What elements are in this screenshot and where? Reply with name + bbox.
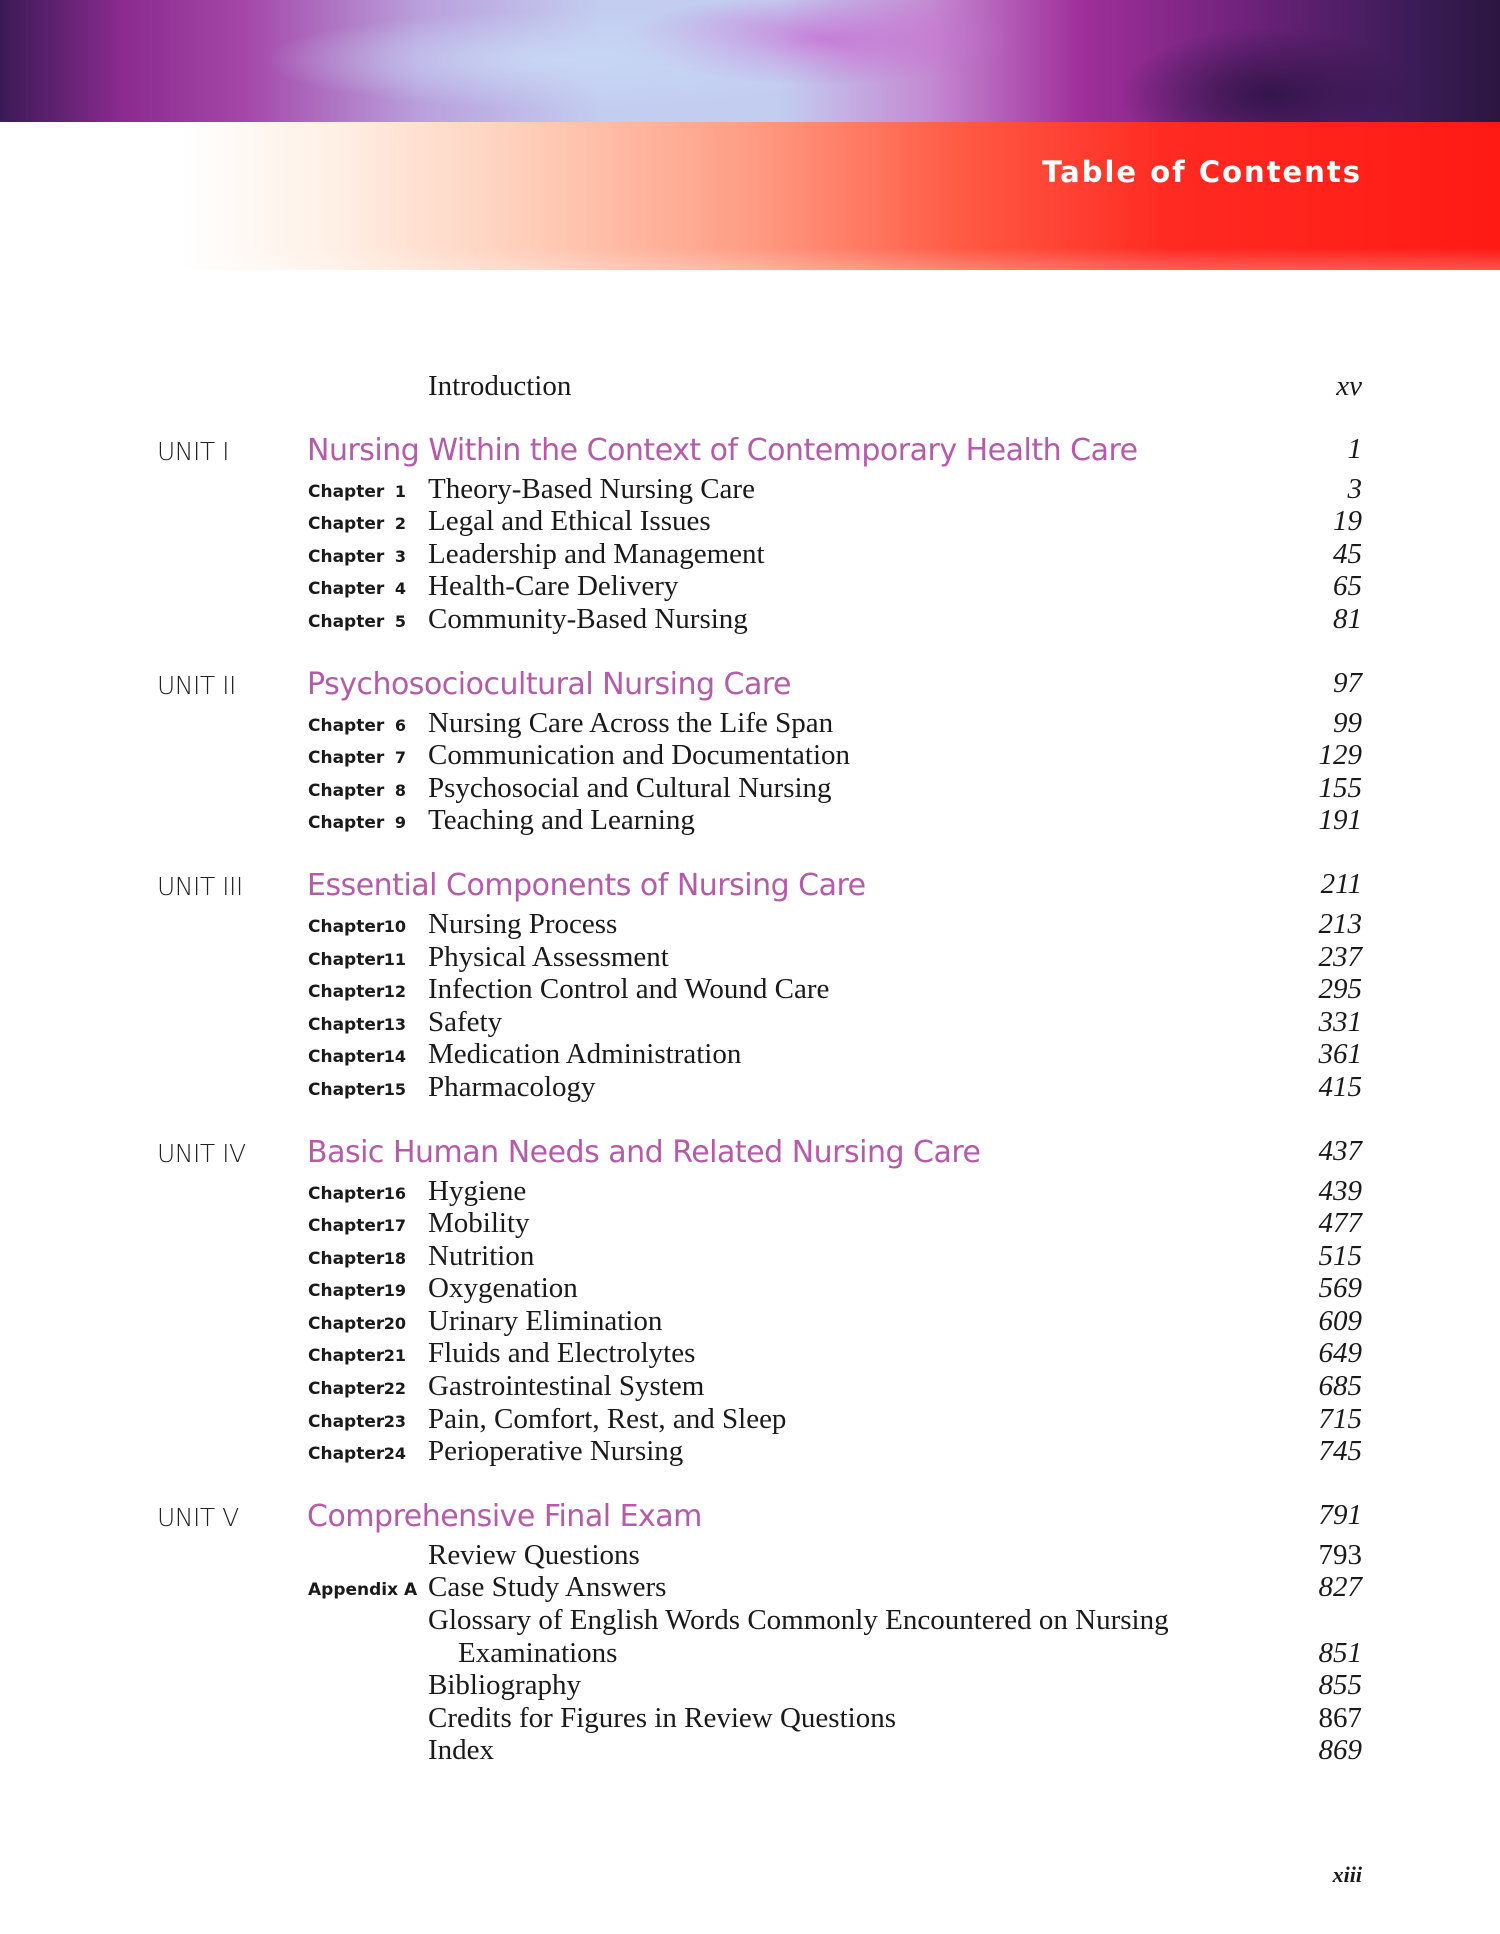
chapter-entry[interactable] <box>0 1240 1500 1273</box>
unit-title: Basic Human Needs and Related Nursing Care <box>307 1134 981 1170</box>
chapter-label: Chapter <box>308 1248 385 1269</box>
chapter-entry[interactable] <box>0 1006 1500 1039</box>
backmatter-entry-continued[interactable] <box>0 1637 1500 1670</box>
unit-page-number: 211 <box>1320 867 1362 900</box>
chapter-page-number: 237 <box>1318 940 1362 973</box>
entry-title: Case Study Answers <box>428 1571 667 1604</box>
chapter-number: 18 <box>383 1248 406 1268</box>
chapter-page-number: 213 <box>1318 907 1362 940</box>
page-folio-number: xiii <box>1332 1862 1362 1887</box>
chapter-number: 9 <box>394 813 406 833</box>
chapter-entry[interactable] <box>0 707 1500 740</box>
unit-title: Essential Components of Nursing Care <box>307 867 866 903</box>
chapter-label: Chapter <box>308 748 385 769</box>
chapter-number: 3 <box>394 546 406 566</box>
chapter-page-number: 415 <box>1318 1070 1362 1103</box>
chapter-page-number: 477 <box>1318 1207 1362 1240</box>
chapter-page-number: 685 <box>1318 1370 1362 1403</box>
unit-label: UNIT III <box>157 871 243 901</box>
chapter-page-number: 361 <box>1318 1038 1362 1071</box>
chapter-label: Chapter <box>308 1411 385 1432</box>
appendix-label: Appendix A <box>308 1580 418 1601</box>
chapter-entry[interactable] <box>0 772 1500 805</box>
chapter-number: 4 <box>394 579 406 599</box>
unit-label: UNIT V <box>157 1502 239 1532</box>
chapter-label: Chapter <box>308 1346 385 1367</box>
chapter-number: 7 <box>394 748 406 768</box>
entry-title: Review Questions <box>428 1538 640 1571</box>
chapter-number: 23 <box>383 1411 406 1431</box>
chapter-page-number: 715 <box>1318 1402 1362 1435</box>
chapter-label: Chapter <box>308 579 385 600</box>
backmatter-entry[interactable] <box>0 1669 1500 1702</box>
entry-title: Glossary of English Words Commonly Encountered on Nursing <box>428 1604 1169 1637</box>
chapter-entry[interactable] <box>0 1435 1500 1468</box>
entry-title-continued: Examinations <box>458 1636 618 1669</box>
appendix-entry[interactable] <box>0 1571 1500 1604</box>
chapter-title: Nursing Process <box>428 907 618 940</box>
chapter-number: 21 <box>383 1346 406 1366</box>
unit-heading[interactable] <box>0 667 1500 707</box>
unit-heading[interactable] <box>0 1135 1500 1175</box>
chapter-title: Fluids and Electrolytes <box>428 1337 696 1370</box>
unit-page-number: 97 <box>1333 666 1362 699</box>
chapter-number: 10 <box>383 916 406 936</box>
chapter-label: Chapter <box>308 481 385 502</box>
chapter-label: Chapter <box>308 611 385 632</box>
chapter-title: Leadership and Management <box>428 537 765 570</box>
chapter-title: Safety <box>428 1005 503 1038</box>
chapter-entry[interactable] <box>0 973 1500 1006</box>
entry-page-number: 855 <box>1318 1669 1362 1702</box>
chapter-label: Chapter <box>308 715 385 736</box>
page-title: Table of Contents <box>1042 155 1362 189</box>
chapter-label: Chapter <box>308 1079 385 1100</box>
chapter-title: Physical Assessment <box>428 940 669 973</box>
chapter-page-number: 515 <box>1318 1239 1362 1272</box>
chapter-entry[interactable] <box>0 908 1500 941</box>
chapter-title: Perioperative Nursing <box>428 1435 684 1468</box>
entry-title: Index <box>428 1734 495 1767</box>
chapter-title: Nursing Care Across the Life Span <box>428 706 834 739</box>
chapter-title: Urinary Elimination <box>428 1304 663 1337</box>
chapter-page-number: 81 <box>1333 602 1362 635</box>
chapter-number: 11 <box>383 949 406 969</box>
unit-label: UNIT IV <box>157 1138 246 1168</box>
chapter-number: 8 <box>394 780 406 800</box>
chapter-label: Chapter <box>308 1014 385 1035</box>
chapter-entry[interactable] <box>0 739 1500 772</box>
backmatter-entry[interactable] <box>0 1539 1500 1572</box>
chapter-page-number: 295 <box>1318 973 1362 1006</box>
chapter-title: Communication and Documentation <box>428 739 851 772</box>
chapter-title: Pharmacology <box>428 1070 596 1103</box>
chapter-number: 1 <box>394 481 406 501</box>
chapter-label: Chapter <box>308 514 385 535</box>
chapter-label: Chapter <box>308 1183 385 1204</box>
chapter-entry[interactable] <box>0 1175 1500 1208</box>
chapter-page-number: 745 <box>1318 1435 1362 1468</box>
chapter-label: Chapter <box>308 949 385 970</box>
entry-page-number: 851 <box>1318 1636 1362 1669</box>
backmatter-entry[interactable] <box>0 1734 1500 1767</box>
chapter-page-number: 569 <box>1318 1272 1362 1305</box>
chapter-title: Theory-Based Nursing Care <box>428 472 755 505</box>
chapter-page-number: 155 <box>1318 771 1362 804</box>
unit-heading[interactable] <box>0 1499 1500 1539</box>
chapter-page-number: 45 <box>1333 537 1362 570</box>
backmatter-entry[interactable] <box>0 1702 1500 1735</box>
chapter-entry[interactable] <box>0 1207 1500 1240</box>
unit-page-number: 1 <box>1347 432 1362 465</box>
entry-title: Bibliography <box>428 1669 582 1702</box>
chapter-number: 19 <box>383 1281 406 1301</box>
entry-page-number: 793 <box>1318 1538 1362 1571</box>
chapter-label: Chapter <box>308 1216 385 1237</box>
backmatter-entry[interactable] <box>0 1604 1500 1637</box>
chapter-entry[interactable] <box>0 1403 1500 1436</box>
chapter-label: Chapter <box>308 1444 385 1465</box>
unit-page-number: 791 <box>1318 1498 1362 1531</box>
entry-title: Credits for Figures in Review Questions <box>428 1701 896 1734</box>
chapter-title: Psychosocial and Cultural Nursing <box>428 771 832 804</box>
chapter-title: Teaching and Learning <box>428 804 695 837</box>
chapter-number: 15 <box>383 1079 406 1099</box>
chapter-label: Chapter <box>308 1047 385 1068</box>
chapter-number: 20 <box>383 1313 406 1333</box>
chapter-title: Infection Control and Wound Care <box>428 973 830 1006</box>
chapter-title: Hygiene <box>428 1174 527 1207</box>
chapter-entry[interactable] <box>0 538 1500 571</box>
chapter-number: 2 <box>394 514 406 534</box>
chapter-page-number: 191 <box>1318 804 1362 837</box>
chapter-page-number: 3 <box>1347 472 1362 505</box>
chapter-label: Chapter <box>308 546 385 567</box>
chapter-page-number: 331 <box>1318 1005 1362 1038</box>
chapter-entry[interactable] <box>0 1071 1500 1104</box>
chapter-entry[interactable] <box>0 1305 1500 1338</box>
unit-heading[interactable] <box>0 433 1500 473</box>
chapter-title: Gastrointestinal System <box>428 1370 705 1403</box>
chapter-number: 13 <box>383 1014 406 1034</box>
chapter-entry[interactable] <box>0 603 1500 636</box>
unit-title: Comprehensive Final Exam <box>307 1498 702 1534</box>
unit-title: Nursing Within the Context of Contemporary Health Care <box>307 432 1138 468</box>
chapter-entry[interactable] <box>0 804 1500 837</box>
chapter-number: 16 <box>383 1183 406 1203</box>
chapter-label: Chapter <box>308 1379 385 1400</box>
chapter-title: Community-Based Nursing <box>428 602 748 635</box>
chapter-title: Legal and Ethical Issues <box>428 505 711 538</box>
header-photo-banner <box>0 0 1500 122</box>
chapter-page-number: 19 <box>1333 505 1362 538</box>
chapter-number: 24 <box>383 1444 406 1464</box>
unit-title: Psychosociocultural Nursing Care <box>307 666 791 702</box>
chapter-page-number: 99 <box>1333 706 1362 739</box>
entry-title: Introduction <box>428 370 572 402</box>
header-title-band <box>0 122 1500 270</box>
unit-label: UNIT II <box>157 670 236 700</box>
chapter-number: 22 <box>383 1379 406 1399</box>
chapter-title: Medication Administration <box>428 1038 742 1071</box>
chapter-page-number: 65 <box>1333 570 1362 603</box>
chapter-number: 14 <box>383 1047 406 1067</box>
chapter-entry[interactable] <box>0 570 1500 603</box>
chapter-number: 5 <box>394 611 406 631</box>
chapter-page-number: 649 <box>1318 1337 1362 1370</box>
chapter-entry[interactable] <box>0 941 1500 974</box>
chapter-label: Chapter <box>308 916 385 937</box>
chapter-number: 12 <box>383 982 406 1002</box>
toc-entry-introduction[interactable] <box>0 370 1500 403</box>
chapter-label: Chapter <box>308 1281 385 1302</box>
chapter-number: 17 <box>383 1216 406 1236</box>
entry-page-number: 827 <box>1318 1571 1362 1604</box>
chapter-entry[interactable] <box>0 505 1500 538</box>
chapter-title: Oxygenation <box>428 1272 578 1305</box>
chapter-entry[interactable] <box>0 1272 1500 1305</box>
chapter-label: Chapter <box>308 813 385 834</box>
chapter-title: Pain, Comfort, Rest, and Sleep <box>428 1402 787 1435</box>
chapter-label: Chapter <box>308 1313 385 1334</box>
chapter-entry[interactable] <box>0 1038 1500 1071</box>
chapter-label: Chapter <box>308 780 385 801</box>
chapter-entry[interactable] <box>0 1370 1500 1403</box>
entry-page-number: xv <box>1336 370 1362 402</box>
chapter-title: Nutrition <box>428 1239 535 1272</box>
chapter-page-number: 609 <box>1318 1304 1362 1337</box>
unit-label: UNIT I <box>157 436 229 466</box>
chapter-entry[interactable] <box>0 1337 1500 1370</box>
chapter-title: Mobility <box>428 1207 530 1240</box>
unit-heading[interactable] <box>0 868 1500 908</box>
chapter-number: 6 <box>394 715 406 735</box>
chapter-page-number: 129 <box>1318 739 1362 772</box>
entry-page-number: 869 <box>1318 1734 1362 1767</box>
table-of-contents <box>0 370 1500 1767</box>
chapter-page-number: 439 <box>1318 1174 1362 1207</box>
chapter-title: Health-Care Delivery <box>428 570 679 603</box>
entry-page-number: 867 <box>1318 1701 1362 1734</box>
unit-page-number: 437 <box>1318 1134 1362 1167</box>
chapter-label: Chapter <box>308 982 385 1003</box>
chapter-entry[interactable] <box>0 473 1500 506</box>
